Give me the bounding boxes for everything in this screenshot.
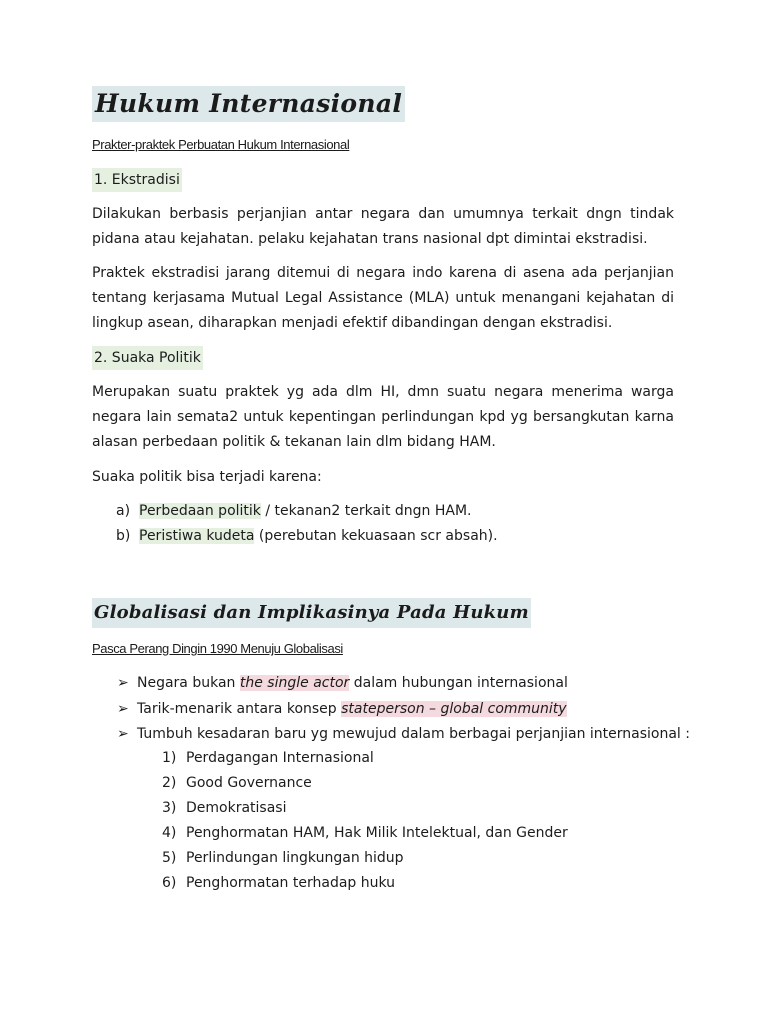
section-subtitle: Prakter-praktek Perbuatan Hukum Internasional xyxy=(92,137,350,152)
list-marker: b) xyxy=(116,528,131,544)
paragraph-ekstradisi-2: Praktek ekstradisi jarang ditemui di negara indo karena di asena ada perjanjian tentang kerjasama Mutual Legal Assistance (MLA) untuk menangani kejahatan di lingkup asean, diharapkan menjadi efektif dibandingan dengan ekstradisi. xyxy=(92,265,674,331)
arrow-bullet-icon: ➢ xyxy=(117,701,129,717)
item-text: Penghormatan terhadap huku xyxy=(186,875,396,891)
item-text: Perlindungan lingkungan hidup xyxy=(186,850,404,866)
numbered-item-2 xyxy=(162,771,312,796)
bullet-text: Tarik-menarik antara konsep xyxy=(137,701,342,717)
item-number: 4) xyxy=(162,825,177,841)
bullet-text: Tumbuh kesadaran baru yg mewujud dalam berbagai perjanjian internasional : xyxy=(137,726,690,742)
item-text: Penghormatan HAM, Hak Milik Intelektual, dan Gender xyxy=(186,825,568,841)
numbered-item-1 xyxy=(162,746,374,771)
paragraph-suaka-1: Merupakan suatu praktek yg ada dlm HI, dmn suatu negara menerima warga negara lain semata2 untuk kepentingan perlindungan kpd yg bersangkutan karna alasan perbedaan politik & tekanan lain dlm bidang HAM. xyxy=(92,384,674,450)
numbered-item-3 xyxy=(162,796,286,821)
bullet-text: Negara bukan xyxy=(137,675,240,691)
item-number: 1) xyxy=(162,750,177,766)
bullet-item-3 xyxy=(117,722,690,747)
item-text: Demokratisasi xyxy=(186,800,287,816)
heading-ekstradisi: 1. Ekstradisi xyxy=(92,168,182,192)
item-number: 6) xyxy=(162,875,177,891)
numbered-item-6 xyxy=(162,871,395,896)
list-item-text: / tekanan2 terkait dngn HAM. xyxy=(260,503,472,519)
bullet-text: dalam hubungan internasional xyxy=(349,675,568,691)
section-title-globalisasi: Globalisasi dan Implikasinya Pada Hukum xyxy=(92,598,531,628)
item-text: Good Governance xyxy=(186,775,312,791)
item-number: 2) xyxy=(162,775,177,791)
highlight-text: Perbedaan politik xyxy=(139,503,261,519)
list-item-text: (perebutan kekuasaan scr absah). xyxy=(254,528,498,544)
bullet-item-2 xyxy=(117,697,567,722)
highlight-text: stateperson – global community xyxy=(341,701,567,717)
numbered-item-5 xyxy=(162,846,404,871)
page-title: Hukum Internasional xyxy=(92,86,405,122)
arrow-bullet-icon: ➢ xyxy=(117,726,129,742)
section-subtitle-globalisasi: Pasca Perang Dingin 1990 Menuju Globalisasi xyxy=(92,641,343,656)
numbered-item-4 xyxy=(162,821,568,846)
highlight-text: the single actor xyxy=(239,675,350,691)
highlight-text: Peristiwa kudeta xyxy=(139,528,255,544)
list-item-reason-b xyxy=(116,524,498,549)
item-number: 5) xyxy=(162,850,177,866)
item-text: Perdagangan Internasional xyxy=(186,750,374,766)
bullet-item-1 xyxy=(117,671,568,696)
item-number: 3) xyxy=(162,800,177,816)
paragraph-ekstradisi-1: Dilakukan berbasis perjanjian antar negara dan umumnya terkait dngn tindak pidana atau kejahatan. pelaku kejahatan trans nasional dpt dimintai ekstradisi. xyxy=(92,206,674,247)
heading-suaka-politik: 2. Suaka Politik xyxy=(92,346,203,370)
paragraph-suaka-2: Suaka politik bisa terjadi karena: xyxy=(92,469,322,485)
arrow-bullet-icon: ➢ xyxy=(117,675,129,691)
list-item-reason-a xyxy=(116,499,471,524)
list-marker: a) xyxy=(116,503,131,519)
